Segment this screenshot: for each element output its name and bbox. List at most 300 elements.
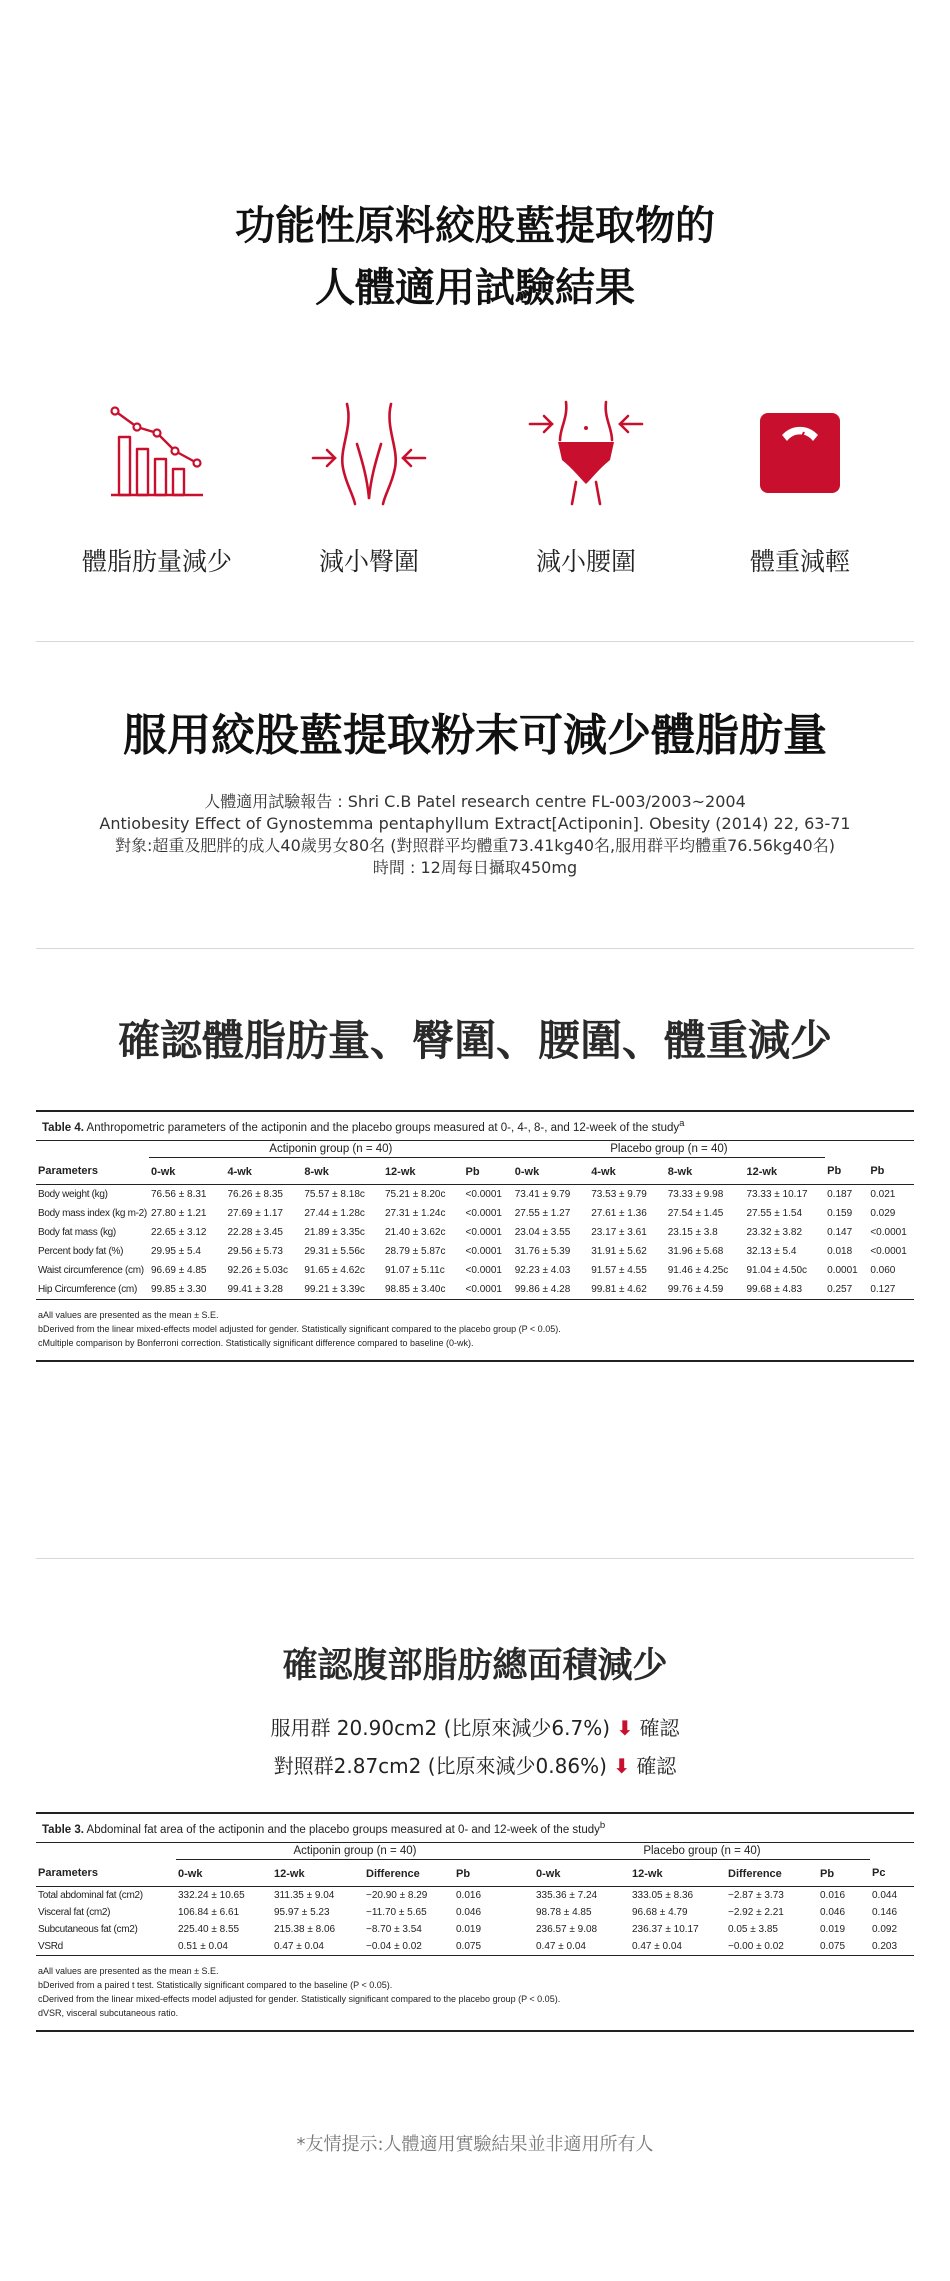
bar-chart-icon: [47, 398, 267, 508]
cell-text: 333.05 ± 8.36: [632, 1889, 694, 1901]
column-header: Pc: [870, 1859, 914, 1886]
cell-text: Body weight (kg): [38, 1188, 108, 1200]
table-cell: [464, 1184, 513, 1204]
cell-text: <0.0001: [465, 1188, 502, 1200]
table-notes: [36, 1299, 914, 1362]
table-cell: [868, 1204, 914, 1223]
column-header: Pb: [464, 1157, 513, 1184]
cell-text: 31.96 ± 5.68: [667, 1245, 724, 1257]
cell-text: 0.029: [870, 1207, 896, 1219]
table-row: [36, 1204, 914, 1223]
row-parameter: [36, 1921, 176, 1938]
cell-text: −0.00 ± 0.02: [728, 1940, 784, 1952]
cell-text: 75.21 ± 8.20c: [384, 1188, 446, 1200]
table-caption-text: Anthropometric parameters of the actiponin and the placebo groups measured at 0-, 4-, 8-, and 12-week of the study: [86, 1121, 680, 1134]
disclaimer: *友情提示:人體適用實驗結果並非適用所有人: [296, 2134, 654, 2155]
table-cell: [149, 1242, 226, 1261]
cell-text: 225.40 ± 8.55: [178, 1923, 240, 1935]
table-cell: [225, 1261, 302, 1280]
table-cell: [454, 1921, 534, 1938]
table-cell: [870, 1938, 914, 1955]
cell-text: 311.35 ± 9.04: [274, 1889, 335, 1901]
table-cell: [176, 1904, 272, 1921]
cell-text: 236.57 ± 9.08: [536, 1923, 598, 1935]
cell-text: 0.47 ± 0.04: [536, 1940, 586, 1952]
table-cell: [364, 1904, 454, 1921]
column-header: 8-wk: [302, 1157, 383, 1184]
column-header: Pb: [454, 1859, 534, 1886]
column-header: 0-wk: [513, 1157, 590, 1184]
table-cell: [513, 1242, 590, 1261]
table-cell: [630, 1886, 726, 1904]
table-row: [36, 1261, 914, 1280]
down-arrow-icon: ⬇: [616, 1716, 634, 1740]
table-cell: [225, 1280, 302, 1299]
cell-text: 0.046: [820, 1906, 846, 1918]
table-note: aAll values are presented as the mean ± S.E.: [38, 1309, 219, 1320]
table-cell: [364, 1886, 454, 1904]
cell-text: 99.81 ± 4.62: [591, 1283, 647, 1295]
cell-text: <0.0001: [870, 1226, 907, 1238]
cell-text: 0.159: [827, 1207, 853, 1219]
table-cell: [302, 1204, 383, 1223]
table-cell: [868, 1184, 914, 1204]
cell-text: 332.24 ± 10.65: [178, 1889, 245, 1901]
citation-block: [0, 791, 950, 879]
cell-text: 99.41 ± 3.28: [227, 1283, 283, 1295]
cell-text: 98.85 ± 3.40c: [384, 1283, 446, 1295]
table-cell: [513, 1280, 590, 1299]
column-header: 12-wk: [383, 1157, 464, 1184]
table-cell: [630, 1921, 726, 1938]
table-row: [36, 1886, 914, 1904]
column-header: 4-wk: [225, 1157, 302, 1184]
table-cell: [744, 1184, 825, 1204]
down-arrow-icon: ⬇: [613, 1754, 630, 1778]
cell-text: 95.97 ± 5.23: [274, 1906, 330, 1918]
table-cell: [302, 1280, 383, 1299]
cell-text: 27.61 ± 1.36: [591, 1207, 647, 1219]
cell-text: 96.68 ± 4.79: [632, 1906, 688, 1918]
table-cell: [825, 1223, 868, 1242]
table-notes: [36, 1955, 914, 2032]
table-cell: [666, 1223, 745, 1242]
column-header: 0-wk: [149, 1157, 226, 1184]
table-cell: [666, 1184, 745, 1204]
row-parameter: [36, 1184, 149, 1204]
cell-text: 99.86 ± 4.28: [514, 1283, 571, 1295]
cell-text: 23.32 ± 3.82: [746, 1226, 803, 1238]
cell-text: 106.84 ± 6.61: [178, 1906, 240, 1918]
table-cell: [176, 1921, 272, 1938]
table-cell: [272, 1938, 364, 1955]
row-parameter: [36, 1242, 149, 1261]
metric-text: 服用群 20.90cm2 (比原來減少6.7%): [270, 1716, 611, 1740]
table-cell: [726, 1921, 818, 1938]
table-cell: [149, 1280, 226, 1299]
table-cell: [744, 1223, 825, 1242]
table-row: [36, 1223, 914, 1242]
table-cell: [666, 1242, 745, 1261]
table-cell: [149, 1261, 226, 1280]
table-cell: [302, 1184, 383, 1204]
cell-text: 92.26 ± 5.03c: [227, 1264, 288, 1276]
cell-text: 0.075: [820, 1940, 846, 1952]
table-cell: [272, 1904, 364, 1921]
row-parameter: [36, 1938, 176, 1955]
cell-text: 73.53 ± 9.79: [591, 1188, 647, 1200]
table-cell: [589, 1261, 666, 1280]
cell-text: 99.76 ± 4.59: [667, 1283, 724, 1295]
table-cell: [225, 1223, 302, 1242]
cell-text: 0.147: [827, 1226, 853, 1238]
table-cell: [513, 1184, 590, 1204]
table-cell: [744, 1280, 825, 1299]
table-cell: [364, 1921, 454, 1938]
table-cell: [666, 1204, 745, 1223]
table-cell: [589, 1184, 666, 1204]
cell-text: 29.31 ± 5.56c: [304, 1245, 365, 1257]
section-body-fat: [0, 705, 950, 879]
cell-text: 0.021: [870, 1188, 896, 1200]
cell-text: Hip Circumference (cm): [38, 1283, 137, 1295]
table-cell: [383, 1280, 464, 1299]
table-cell: [589, 1223, 666, 1242]
cell-text: 0.044: [872, 1889, 898, 1901]
divider: [36, 948, 914, 949]
cell-text: 91.07 ± 5.11c: [384, 1264, 445, 1276]
cell-text: 27.31 ± 1.24c: [384, 1207, 446, 1219]
cell-text: 99.21 ± 3.39c: [304, 1283, 365, 1295]
metric-control: [0, 1753, 950, 1779]
table-cell: [870, 1886, 914, 1904]
table-caption-text: Abdominal fat area of the actiponin and the placebo groups measured at 0- and 12-week of the study: [86, 1823, 600, 1836]
column-header: Pb: [868, 1157, 914, 1184]
cell-text: 0.075: [456, 1940, 482, 1952]
cell-text: 0.203: [872, 1940, 898, 1952]
table-row: [36, 1938, 914, 1955]
scale-icon: [690, 398, 910, 508]
table-cell: [818, 1938, 870, 1955]
cell-text: 0.019: [820, 1923, 846, 1935]
row-parameter: [36, 1261, 149, 1280]
cell-text: 91.57 ± 4.55: [591, 1264, 647, 1276]
cell-text: 73.41 ± 9.79: [514, 1188, 571, 1200]
cell-text: 22.65 ± 3.12: [150, 1226, 207, 1238]
table-cell: [149, 1184, 226, 1204]
row-parameter: [36, 1204, 149, 1223]
caption-sup: b: [599, 1820, 606, 1831]
cell-text: 28.79 ± 5.87c: [384, 1245, 446, 1257]
table-cell: [383, 1184, 464, 1204]
cell-text: 0.47 ± 0.04: [632, 1940, 682, 1952]
table-cell: [176, 1886, 272, 1904]
cell-text: −11.70 ± 5.65: [366, 1906, 427, 1918]
table-caption: [36, 1812, 914, 1843]
table-cell: [454, 1938, 534, 1955]
table-cell: [534, 1904, 630, 1921]
table-cell: [744, 1204, 825, 1223]
citation-line: 人體適用試驗報告 : Shri C.B Patel research centre FL-003/2003~2004: [204, 792, 746, 811]
table-note: aAll values are presented as the mean ± S.E.: [38, 1965, 219, 1976]
cell-text: 21.40 ± 3.62c: [384, 1226, 446, 1238]
benefit-body-fat: [47, 398, 267, 578]
table-cell: [454, 1886, 534, 1904]
table-cell: [513, 1223, 590, 1242]
benefit-label: 體重減輕: [749, 547, 850, 576]
metric-suffix: 確認: [639, 1716, 680, 1740]
column-header: 8-wk: [666, 1157, 745, 1184]
cell-text: 23.17 ± 3.61: [591, 1226, 647, 1238]
cell-text: 76.26 ± 8.35: [227, 1188, 283, 1200]
cell-text: 91.65 ± 4.62c: [304, 1264, 365, 1276]
benefit-label: 減小臀圍: [318, 547, 419, 576]
table-cell: [513, 1261, 590, 1280]
table-cell: [302, 1261, 383, 1280]
table-note: bDerived from the linear mixed-effects model adjusted for gender. Statistically significant compared to the placebo group (P < 0.05).: [38, 1323, 561, 1334]
caption-sup: a: [679, 1118, 685, 1129]
table-cell: [272, 1921, 364, 1938]
table-3: [36, 1812, 914, 2032]
cell-text: <0.0001: [465, 1283, 502, 1295]
benefit-label: 體脂肪量減少: [81, 547, 232, 576]
column-header: Parameters: [36, 1859, 176, 1886]
row-parameter: [36, 1904, 176, 1921]
table-cell: [726, 1886, 818, 1904]
table-cell: [464, 1223, 513, 1242]
metric-text: 對照群2.87cm2 (比原來減少0.86%): [273, 1754, 607, 1778]
table-cell: [534, 1938, 630, 1955]
table-cell: [868, 1223, 914, 1242]
citation-line: Antiobesity Effect of Gynostemma pentaphyllum Extract[Actiponin]. Obesity (2014) 22, 63-71: [99, 814, 851, 833]
table-cell: [464, 1204, 513, 1223]
table-cell: [225, 1242, 302, 1261]
table-cell: [589, 1242, 666, 1261]
divider: [36, 641, 914, 642]
cell-text: 0.046: [456, 1906, 482, 1918]
table-cell: [176, 1938, 272, 1955]
cell-text: 73.33 ± 10.17: [746, 1188, 808, 1200]
table-cell: [534, 1921, 630, 1938]
cell-text: Subcutaneous fat (cm2): [38, 1923, 138, 1935]
benefits-row: [0, 398, 950, 588]
table-cell: [744, 1261, 825, 1280]
page-title-line1: 功能性原料絞股藍提取物的: [235, 203, 715, 249]
cell-text: 29.56 ± 5.73: [227, 1245, 283, 1257]
row-parameter: [36, 1886, 176, 1904]
row-parameter: [36, 1280, 149, 1299]
cell-text: 0.187: [827, 1188, 853, 1200]
table-cell: [302, 1223, 383, 1242]
cell-text: −8.70 ± 3.54: [366, 1923, 422, 1935]
table-cell: [870, 1921, 914, 1938]
table-cell: [149, 1223, 226, 1242]
citation-line: 時間 : 12周每日攝取450mg: [372, 858, 578, 877]
cell-text: 27.55 ± 1.54: [746, 1207, 803, 1219]
table-cell: [383, 1242, 464, 1261]
citation-line: 對象:超重及肥胖的成人40歲男女80名 (對照群平均體重73.41kg40名,服用群平均體重76.56kg40名): [115, 836, 835, 855]
cell-text: 98.78 ± 4.85: [536, 1906, 592, 1918]
table-cell: [744, 1242, 825, 1261]
table-cell: [225, 1184, 302, 1204]
cell-text: 73.33 ± 9.98: [667, 1188, 724, 1200]
column-header: Pb: [825, 1157, 868, 1184]
table-cell: [825, 1184, 868, 1204]
cell-text: <0.0001: [870, 1245, 907, 1257]
section-abdominal: [0, 1635, 950, 1779]
cell-text: 27.55 ± 1.27: [514, 1207, 571, 1219]
table-cell: [726, 1938, 818, 1955]
column-header: Parameters: [36, 1157, 149, 1184]
table-cell: [272, 1886, 364, 1904]
cell-text: VSRd: [38, 1940, 63, 1952]
cell-text: 31.76 ± 5.39: [514, 1245, 571, 1257]
table-cell: [383, 1223, 464, 1242]
cell-text: 0.0001: [827, 1264, 858, 1276]
cell-text: 91.04 ± 4.50c: [746, 1264, 808, 1276]
table-3-grid: [36, 1843, 914, 1955]
cell-text: Waist circumference (cm): [38, 1264, 144, 1276]
cell-text: 0.016: [456, 1889, 482, 1901]
table-row: [36, 1904, 914, 1921]
table-cell: [513, 1204, 590, 1223]
table-cell: [868, 1261, 914, 1280]
cell-text: 75.57 ± 8.18c: [304, 1188, 365, 1200]
cell-text: 27.80 ± 1.21: [150, 1207, 207, 1219]
column-header: Difference: [364, 1859, 454, 1886]
cell-text: Body fat mass (kg): [38, 1226, 116, 1238]
cell-text: 23.15 ± 3.8: [667, 1226, 718, 1238]
cell-text: 0.019: [456, 1923, 482, 1935]
cell-text: 215.38 ± 8.06: [274, 1923, 336, 1935]
cell-text: 0.257: [827, 1283, 853, 1295]
table-cell: [818, 1921, 870, 1938]
cell-text: Body mass index (kg m-2): [38, 1207, 147, 1219]
group-header-actiponin: Actiponin group (n = 40): [149, 1141, 513, 1158]
table-cell: [825, 1261, 868, 1280]
table-4-grid: [36, 1141, 914, 1299]
cell-text: 22.28 ± 3.45: [227, 1226, 283, 1238]
benefit-waist: [476, 398, 696, 578]
cell-text: <0.0001: [465, 1264, 502, 1276]
table-cell: [589, 1204, 666, 1223]
table-cell: [870, 1904, 914, 1921]
column-header: Difference: [726, 1859, 818, 1886]
table-label: Table 4.: [42, 1121, 84, 1134]
table-cell: [302, 1242, 383, 1261]
cell-text: 21.89 ± 3.35c: [304, 1226, 365, 1238]
cell-text: 27.69 ± 1.17: [227, 1207, 283, 1219]
cell-text: 0.51 ± 0.04: [178, 1940, 228, 1952]
cell-text: Visceral fat (cm2): [38, 1906, 111, 1918]
table-cell: [666, 1280, 745, 1299]
cell-text: 32.13 ± 5.4: [746, 1245, 797, 1257]
table-cell: [383, 1261, 464, 1280]
cell-text: 96.69 ± 4.85: [150, 1264, 207, 1276]
table-cell: [726, 1904, 818, 1921]
table-note: cMultiple comparison by Bonferroni correction. Statistically significant difference compared to baseline (0-wk).: [38, 1337, 474, 1348]
cell-text: 0.47 ± 0.04: [274, 1940, 324, 1952]
table-cell: [868, 1280, 914, 1299]
cell-text: Percent body fat (%): [38, 1245, 124, 1257]
table-cell: [825, 1204, 868, 1223]
cell-text: 0.146: [872, 1906, 898, 1918]
cell-text: Total abdominal fat (cm2): [38, 1889, 143, 1901]
table-caption: [36, 1110, 914, 1141]
benefit-label: 減小腰圍: [535, 547, 636, 576]
table-cell: [630, 1904, 726, 1921]
benefit-weight: [690, 398, 910, 578]
table-label: Table 3.: [42, 1823, 84, 1836]
cell-text: <0.0001: [465, 1207, 502, 1219]
table-cell: [149, 1204, 226, 1223]
table-cell: [225, 1204, 302, 1223]
section-measures: [0, 1010, 950, 1072]
cell-text: <0.0001: [465, 1245, 502, 1257]
table-cell: [666, 1261, 745, 1280]
table-cell: [825, 1280, 868, 1299]
table-row: [36, 1242, 914, 1261]
column-header: 4-wk: [589, 1157, 666, 1184]
table-cell: [589, 1280, 666, 1299]
cell-text: 99.68 ± 4.83: [746, 1283, 803, 1295]
column-header: 12-wk: [272, 1859, 364, 1886]
cell-text: 27.44 ± 1.28c: [304, 1207, 365, 1219]
table-cell: [818, 1886, 870, 1904]
title-block: [0, 195, 950, 319]
cell-text: 0.092: [872, 1923, 898, 1935]
section-heading: 服用絞股藍提取粉末可減少體脂肪量: [123, 710, 827, 761]
cell-text: 29.95 ± 5.4: [150, 1245, 201, 1257]
cell-text: 99.85 ± 3.30: [150, 1283, 207, 1295]
cell-text: 27.54 ± 1.45: [667, 1207, 724, 1219]
cell-text: 0.127: [870, 1283, 896, 1295]
table-note: dVSR, visceral subcutaneous ratio.: [38, 2007, 179, 2018]
cell-text: 91.46 ± 4.25c: [667, 1264, 729, 1276]
cell-text: 23.04 ± 3.55: [514, 1226, 571, 1238]
cell-text: 76.56 ± 8.31: [150, 1188, 207, 1200]
table-row: [36, 1184, 914, 1204]
table-row: [36, 1921, 914, 1938]
cell-text: 0.05 ± 3.85: [728, 1923, 778, 1935]
cell-text: 0.060: [870, 1264, 896, 1276]
hip-icon: [259, 398, 479, 508]
page-title-line2: 人體適用試驗結果: [315, 265, 635, 311]
section-heading: 確認體脂肪量、臀圍、腰圍、體重減少: [117, 1016, 832, 1065]
table-note: bDerived from a paired t test. Statistically significant compared to the baseline (P < 0.05).: [38, 1979, 393, 1990]
table-cell: [818, 1904, 870, 1921]
metric-suffix: 確認: [636, 1754, 677, 1778]
group-header-placebo: Placebo group (n = 40): [534, 1843, 870, 1860]
table-4: [36, 1110, 914, 1362]
table-cell: [464, 1280, 513, 1299]
cell-text: −2.87 ± 3.73: [728, 1889, 784, 1901]
cell-text: 0.018: [827, 1245, 853, 1257]
cell-text: −2.92 ± 2.21: [728, 1906, 784, 1918]
cell-text: −20.90 ± 8.29: [366, 1889, 428, 1901]
table-cell: [825, 1242, 868, 1261]
column-header: 0-wk: [176, 1859, 272, 1886]
cell-text: 236.37 ± 10.17: [632, 1923, 699, 1935]
cell-text: <0.0001: [465, 1226, 502, 1238]
benefit-hip: [259, 398, 479, 578]
cell-text: −0.04 ± 0.02: [366, 1940, 422, 1952]
table-note: cDerived from the linear mixed-effects model adjusted for gender. Statistically significant compared to the placebo group (P < 0.05).: [38, 1993, 561, 2004]
table-cell: [364, 1938, 454, 1955]
table-cell: [630, 1938, 726, 1955]
divider: [36, 1558, 914, 1559]
table-cell: [454, 1904, 534, 1921]
